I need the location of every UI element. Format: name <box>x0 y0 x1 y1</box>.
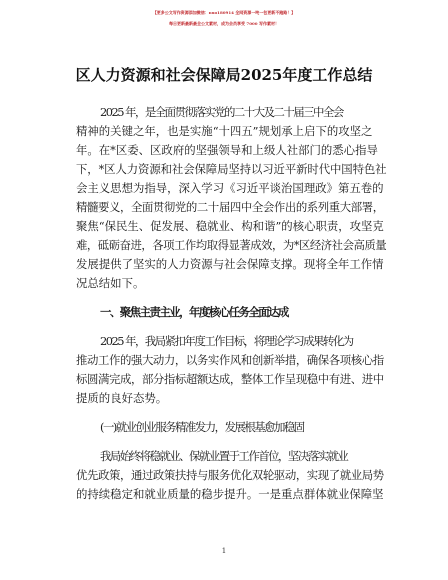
subsection-line: 的持续稳定和就业质量的稳步提升。一是重点群体就业保障坚 <box>76 487 384 501</box>
promo-banner-line-1: 【更多公文写作资源添加微信：nuo180914 全网资源一吨一包更新不跑路！】 <box>152 10 296 15</box>
section-line: 推动工作的强大动力，以务实作风和创新举措，确保各项核心指 <box>76 353 384 367</box>
intro-line: 2025 年，是全面贯彻落实党的二十大及二十届三中全会 <box>100 105 343 119</box>
section-line: 2025 年，我局紧扣年度工作目标，将理论学习成果转化为 <box>100 334 353 348</box>
section-heading: 一、聚焦主责主业，年度核心任务全面达成 <box>100 305 288 319</box>
page-number: 1 <box>221 547 227 555</box>
intro-line: 精神的关键之年，也是实施“十四五”规划承上启下的攻坚之 <box>76 124 373 138</box>
subsection-line: 我局始终将稳就业、保就业置于工作首位，坚决落实就业 <box>100 449 348 463</box>
intro-line: 况总结如下。 <box>76 276 145 290</box>
subsection-heading: (一)就业创业服务精准发力，发展根基愈加稳固 <box>100 420 304 434</box>
intro-line: 年。在*区委、区政府的坚强领导和上级人社部门的悉心指导 <box>76 143 378 157</box>
intro-line: 聚焦“保民生、促发展、稳就业、构和谐”的核心职责，攻坚克 <box>76 219 384 233</box>
intro-line: 精髓要义，全面贯彻党的二十届四中全会作出的系列重大部署， <box>76 200 384 214</box>
intro-line: 发展提供了坚实的人力资源与社会保障支撑。现将全年工作情 <box>76 257 384 271</box>
intro-line: 下，*区人力资源和社会保障局坚持以习近平新时代中国特色社 <box>76 162 387 176</box>
section-line: 提质的良好态势。 <box>76 391 168 405</box>
intro-line: 会主义思想为指导，深入学习《习近平谈治国理政》第五卷的 <box>76 181 384 195</box>
document-title: 区人力资源和社会保障局2025年度工作总结 <box>75 66 373 84</box>
promo-banner-line-2: 每日更新最新最全公文素材，成为会员享受 7000 写作素材！ <box>169 21 279 26</box>
section-line: 标圆满完成，部分指标超额达成，整体工作呈现稳中有进、进中 <box>76 372 384 386</box>
subsection-line: 优先政策，通过政策扶持与服务优化双轮驱动，实现了就业局势 <box>76 468 384 482</box>
intro-line: 难，砥砺奋进，各项工作均取得显著成效，为*区经济社会高质量 <box>76 238 387 252</box>
